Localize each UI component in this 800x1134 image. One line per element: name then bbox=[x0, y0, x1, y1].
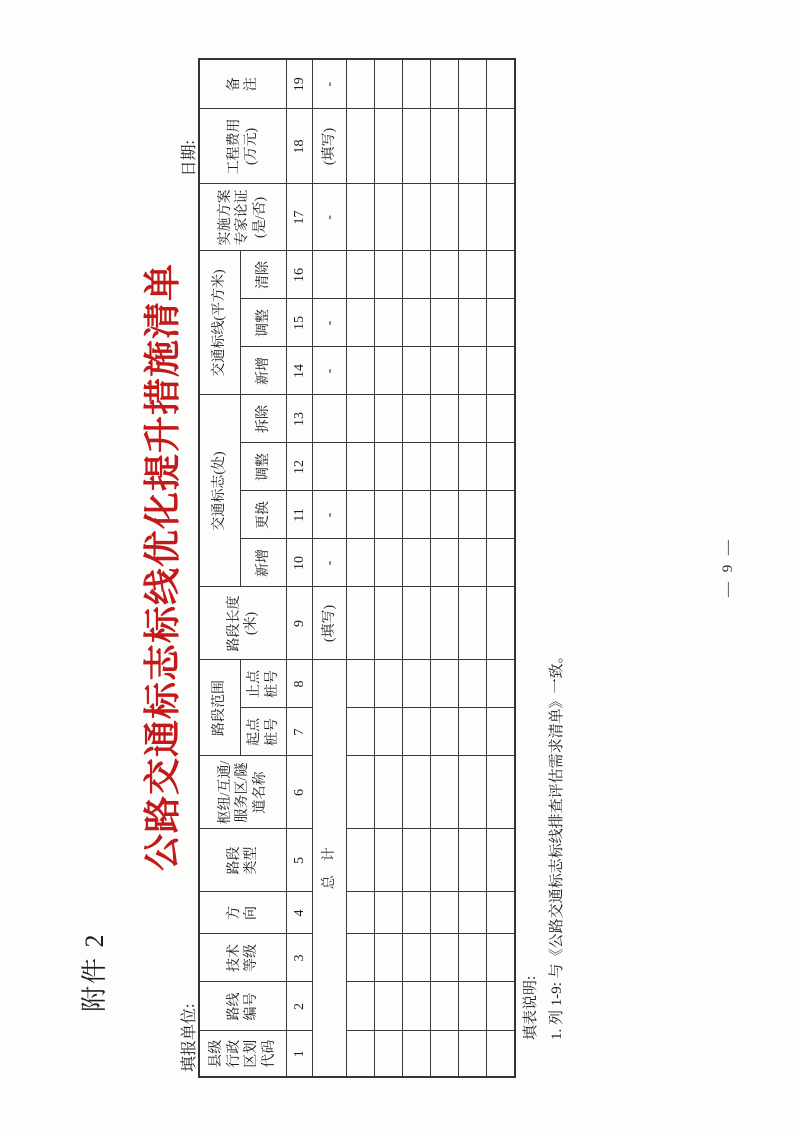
data-cell bbox=[347, 892, 375, 934]
data-cell bbox=[459, 892, 487, 934]
data-cell bbox=[403, 708, 431, 756]
data-cell bbox=[347, 1031, 375, 1077]
data-cell bbox=[487, 109, 516, 184]
data-cell bbox=[347, 708, 375, 756]
data-cell bbox=[431, 756, 459, 829]
data-cell bbox=[487, 184, 516, 251]
col-number-cell: 3 bbox=[287, 934, 313, 982]
data-cell bbox=[347, 395, 375, 443]
data-cell bbox=[403, 299, 431, 347]
col-header: 枢纽/互通/ 服务区/隧 道名称 bbox=[199, 756, 287, 829]
col-number-cell: 7 bbox=[287, 708, 313, 756]
fill-instructions-heading: 填表说明: bbox=[523, 975, 539, 1040]
data-cell bbox=[403, 756, 431, 829]
col-number-cell: 9 bbox=[287, 587, 313, 660]
data-cell bbox=[347, 756, 375, 829]
col-subheader: 止点 桩号 bbox=[241, 660, 287, 708]
data-cell bbox=[431, 1031, 459, 1077]
col-header: 路段长度 (米) bbox=[199, 587, 287, 660]
data-cell bbox=[347, 59, 375, 109]
data-cell bbox=[347, 982, 375, 1031]
col-number-cell: 6 bbox=[287, 756, 313, 829]
data-cell bbox=[375, 934, 403, 982]
col-number-cell: 16 bbox=[287, 251, 313, 299]
data-cell bbox=[403, 109, 431, 184]
data-cell bbox=[431, 59, 459, 109]
col-group-header: 交通标线(平方米) bbox=[199, 251, 241, 395]
data-cell bbox=[459, 539, 487, 587]
data-cell bbox=[375, 756, 403, 829]
data-cell bbox=[487, 756, 516, 829]
data-cell bbox=[375, 59, 403, 109]
data-cell bbox=[347, 443, 375, 491]
data-cell bbox=[459, 59, 487, 109]
col-subheader: 调整 bbox=[241, 299, 287, 347]
data-cell bbox=[403, 934, 431, 982]
measures-table bbox=[198, 58, 516, 1078]
page-number: — 9 — bbox=[720, 537, 736, 597]
total-value-cell: - bbox=[313, 59, 347, 109]
data-cell bbox=[431, 347, 459, 395]
col-number-cell: 14 bbox=[287, 347, 313, 395]
data-cell bbox=[431, 708, 459, 756]
data-cell bbox=[459, 184, 487, 251]
data-cell bbox=[375, 892, 403, 934]
data-cell bbox=[347, 660, 375, 708]
data-cell bbox=[347, 587, 375, 660]
data-cell bbox=[375, 491, 403, 539]
data-cell bbox=[459, 934, 487, 982]
col-number-cell: 18 bbox=[287, 109, 313, 184]
col-number-cell: 4 bbox=[287, 892, 313, 934]
data-cell bbox=[347, 347, 375, 395]
data-cell bbox=[487, 395, 516, 443]
data-cell bbox=[375, 347, 403, 395]
col-number-cell: 11 bbox=[287, 491, 313, 539]
data-cell bbox=[487, 934, 516, 982]
total-value-cell: (填写) bbox=[313, 109, 347, 184]
total-value-cell: - bbox=[313, 539, 347, 587]
page-title: 公路交通标志标线优化提升措施清单 bbox=[143, 263, 184, 871]
data-cell bbox=[403, 660, 431, 708]
data-cell bbox=[403, 184, 431, 251]
total-value-cell: - bbox=[313, 299, 347, 347]
data-cell bbox=[431, 829, 459, 892]
col-subheader: 拆除 bbox=[241, 395, 287, 443]
data-cell bbox=[431, 299, 459, 347]
data-cell bbox=[375, 660, 403, 708]
data-cell bbox=[431, 395, 459, 443]
empty-data-row bbox=[431, 59, 459, 1077]
col-subheader: 调整 bbox=[241, 443, 287, 491]
data-cell bbox=[487, 708, 516, 756]
data-cell bbox=[459, 982, 487, 1031]
col-number-cell: 10 bbox=[287, 539, 313, 587]
data-cell bbox=[487, 59, 516, 109]
col-number-cell: 12 bbox=[287, 443, 313, 491]
data-cell bbox=[375, 708, 403, 756]
data-cell bbox=[403, 443, 431, 491]
data-cell bbox=[403, 587, 431, 660]
empty-data-row bbox=[403, 59, 431, 1077]
data-cell bbox=[431, 251, 459, 299]
total-value-cell: - bbox=[313, 347, 347, 395]
data-cell bbox=[487, 1031, 516, 1077]
total-value-cell bbox=[313, 251, 347, 299]
col-group-header: 路段范围 bbox=[199, 660, 241, 756]
data-cell bbox=[459, 708, 487, 756]
col-header: 技术 等级 bbox=[199, 934, 287, 982]
data-cell bbox=[403, 395, 431, 443]
data-cell bbox=[487, 299, 516, 347]
data-cell bbox=[403, 251, 431, 299]
total-value-cell bbox=[313, 443, 347, 491]
empty-data-row bbox=[487, 59, 516, 1077]
data-cell bbox=[487, 443, 516, 491]
data-cell bbox=[403, 1031, 431, 1077]
data-cell bbox=[459, 109, 487, 184]
fill-instructions-item: 1. 列 1-9: 与《公路交通标志标线排查评估需求清单》一致。 bbox=[549, 648, 566, 1040]
total-label-cell: 总 计 bbox=[313, 660, 347, 1077]
data-cell bbox=[375, 829, 403, 892]
data-cell bbox=[403, 347, 431, 395]
data-cell bbox=[487, 660, 516, 708]
col-subheader: 清除 bbox=[241, 251, 287, 299]
measures-table-wrap bbox=[198, 58, 516, 1078]
data-cell bbox=[375, 251, 403, 299]
col-header: 实施方案 专家论证 (是/否) bbox=[199, 184, 287, 251]
data-cell bbox=[431, 184, 459, 251]
data-cell bbox=[487, 587, 516, 660]
data-cell bbox=[459, 1031, 487, 1077]
data-cell bbox=[459, 299, 487, 347]
col-header: 备 注 bbox=[199, 59, 287, 109]
data-cell bbox=[403, 539, 431, 587]
data-cell bbox=[487, 347, 516, 395]
data-cell bbox=[459, 660, 487, 708]
date-label: 日期: bbox=[181, 140, 198, 177]
data-cell bbox=[375, 982, 403, 1031]
data-cell bbox=[347, 829, 375, 892]
data-cell bbox=[459, 347, 487, 395]
data-cell bbox=[347, 539, 375, 587]
total-value-cell: - bbox=[313, 491, 347, 539]
empty-data-row bbox=[375, 59, 403, 1077]
col-header: 路段 类型 bbox=[199, 829, 287, 892]
data-cell bbox=[347, 299, 375, 347]
col-number-cell: 2 bbox=[287, 982, 313, 1031]
col-group-header: 交通标志(处) bbox=[199, 395, 241, 587]
data-cell bbox=[431, 892, 459, 934]
data-cell bbox=[347, 251, 375, 299]
col-header: 方 向 bbox=[199, 892, 287, 934]
data-cell bbox=[431, 660, 459, 708]
data-cell bbox=[487, 982, 516, 1031]
data-cell bbox=[431, 539, 459, 587]
data-cell bbox=[403, 982, 431, 1031]
data-cell bbox=[487, 251, 516, 299]
data-cell bbox=[375, 395, 403, 443]
col-subheader: 起点 桩号 bbox=[241, 708, 287, 756]
col-number-cell: 15 bbox=[287, 299, 313, 347]
col-header: 县级 行政 区划 代码 bbox=[199, 1031, 287, 1077]
data-cell bbox=[403, 59, 431, 109]
data-cell bbox=[375, 443, 403, 491]
fill-instructions bbox=[518, 648, 571, 1040]
col-number-cell: 13 bbox=[287, 395, 313, 443]
data-cell bbox=[431, 587, 459, 660]
data-cell bbox=[487, 491, 516, 539]
data-cell bbox=[375, 587, 403, 660]
total-value-cell: (填写) bbox=[313, 587, 347, 660]
data-cell bbox=[459, 491, 487, 539]
data-cell bbox=[459, 587, 487, 660]
data-cell bbox=[431, 443, 459, 491]
data-cell bbox=[487, 829, 516, 892]
col-number-cell: 1 bbox=[287, 1031, 313, 1077]
data-cell bbox=[487, 892, 516, 934]
data-cell bbox=[375, 109, 403, 184]
data-cell bbox=[431, 109, 459, 184]
data-cell bbox=[459, 756, 487, 829]
data-cell bbox=[431, 982, 459, 1031]
data-cell bbox=[375, 1031, 403, 1077]
col-header: 工程费用 (万元) bbox=[199, 109, 287, 184]
data-cell bbox=[459, 443, 487, 491]
data-cell bbox=[403, 491, 431, 539]
form-meta-row bbox=[176, 140, 199, 1072]
data-cell bbox=[487, 539, 516, 587]
col-subheader: 新增 bbox=[241, 539, 287, 587]
col-number-cell: 8 bbox=[287, 660, 313, 708]
data-cell bbox=[431, 934, 459, 982]
data-cell bbox=[403, 829, 431, 892]
data-cell bbox=[375, 299, 403, 347]
total-value-cell: - bbox=[313, 184, 347, 251]
data-cell bbox=[459, 829, 487, 892]
col-subheader: 更换 bbox=[241, 491, 287, 539]
data-cell bbox=[459, 395, 487, 443]
data-cell bbox=[347, 109, 375, 184]
attachment-label: 附件 2 bbox=[80, 932, 109, 1012]
col-number-cell: 17 bbox=[287, 184, 313, 251]
empty-data-row bbox=[347, 59, 375, 1077]
empty-data-row bbox=[459, 59, 487, 1077]
data-cell bbox=[347, 934, 375, 982]
data-cell bbox=[403, 892, 431, 934]
data-cell bbox=[375, 184, 403, 251]
data-cell bbox=[375, 539, 403, 587]
data-cell bbox=[347, 184, 375, 251]
data-cell bbox=[459, 251, 487, 299]
data-cell bbox=[431, 491, 459, 539]
data-cell bbox=[347, 491, 375, 539]
reporting-unit-label: 填报单位: bbox=[181, 1003, 198, 1072]
total-value-cell bbox=[313, 395, 347, 443]
col-number-cell: 5 bbox=[287, 829, 313, 892]
col-number-cell: 19 bbox=[287, 59, 313, 109]
col-subheader: 新增 bbox=[241, 347, 287, 395]
col-header: 路线 编号 bbox=[199, 982, 287, 1031]
